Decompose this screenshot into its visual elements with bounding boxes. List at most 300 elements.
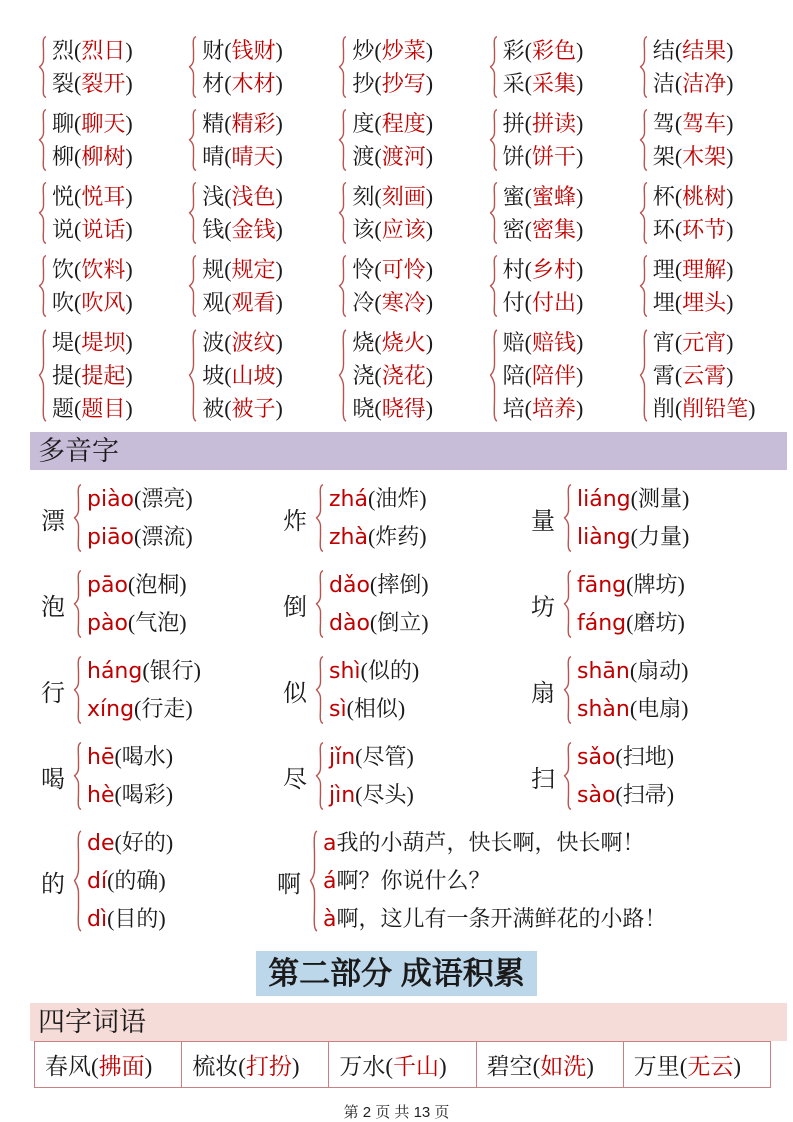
- duoyin-base-char: 似: [283, 680, 307, 707]
- duoyin-readings: [87, 738, 173, 814]
- close-paren: ): [125, 38, 133, 63]
- char-pair-line: [503, 140, 584, 173]
- duoyin-base-char: 泡: [41, 594, 65, 621]
- char-pairs-row: [36, 180, 787, 246]
- pair-char: 杯: [652, 184, 675, 209]
- open-paren: (: [524, 363, 532, 388]
- left-brace-icon: [313, 484, 326, 552]
- char-pair-line: [352, 286, 433, 319]
- char-pair-line: [352, 140, 433, 173]
- reading-text: (目的): [107, 906, 166, 931]
- pair-char: 削: [652, 396, 675, 421]
- duoyinzi-row: [40, 566, 793, 642]
- left-brace-icon: [561, 742, 574, 810]
- pinyin-text: fāng: [577, 573, 627, 598]
- duoyin-group: [530, 738, 793, 814]
- close-paren: ): [275, 38, 283, 63]
- pair-word: 晓得: [381, 396, 426, 421]
- duoyin-reading: [577, 518, 689, 556]
- pair-char: 渡: [352, 144, 375, 169]
- close-paren: ): [425, 184, 434, 209]
- reading-text: (行走): [134, 696, 193, 721]
- reading-text: (似的): [360, 658, 420, 683]
- left-brace-icon: [186, 255, 199, 317]
- char-pair-line: [202, 392, 283, 425]
- close-paren: ): [575, 111, 584, 136]
- close-paren: ): [275, 396, 283, 421]
- left-brace-icon: [313, 742, 326, 810]
- pair-word: 拼读: [531, 111, 576, 136]
- close-paren: ): [275, 290, 283, 315]
- duoyinzi-row: [40, 824, 793, 938]
- left-brace-icon: [561, 570, 574, 638]
- close-paren: ): [575, 217, 584, 242]
- char-pair-group: [336, 107, 486, 173]
- pair-word: 蜜蜂: [531, 184, 576, 209]
- open-paren: (: [224, 111, 232, 136]
- pair-char: 吹: [52, 290, 75, 315]
- duoyin-reading: [87, 738, 173, 776]
- left-brace-icon: [307, 830, 320, 932]
- char-pair-lines: [352, 180, 433, 246]
- pair-char: 饼: [502, 144, 525, 169]
- pair-word: 密集: [531, 217, 576, 242]
- duoyin-base-char: 啊: [277, 871, 301, 898]
- duoyin-group: [282, 480, 530, 556]
- duoyin-reading: [577, 690, 689, 728]
- close-paren: ): [733, 1054, 742, 1079]
- left-brace-icon: [186, 182, 199, 244]
- char-pair-group: [36, 180, 186, 246]
- char-pair-line: [352, 253, 433, 286]
- open-paren: (: [74, 217, 82, 242]
- pair-word: 饼干: [531, 144, 576, 169]
- idiom-head: 万里: [633, 1054, 680, 1079]
- duoyin-group: [40, 480, 282, 556]
- char-pair-group: [186, 326, 336, 425]
- pair-char: 钱: [202, 217, 225, 242]
- char-pair-line: [202, 253, 283, 286]
- close-paren: ): [575, 363, 584, 388]
- open-paren: (: [224, 71, 232, 96]
- close-paren: ): [275, 144, 283, 169]
- duoyinzi-row: [40, 480, 793, 556]
- close-paren: ): [726, 290, 734, 315]
- left-brace-icon: [71, 742, 84, 810]
- duoyin-group: [40, 824, 276, 938]
- pinyin-text: à: [323, 907, 337, 932]
- char-pair-group: [637, 34, 787, 100]
- open-paren: (: [674, 396, 683, 421]
- pair-char: 密: [502, 217, 525, 242]
- char-pair-line: [352, 213, 433, 246]
- pair-word: 削铅笔: [682, 396, 749, 421]
- idioms-table: [34, 1041, 771, 1088]
- pair-char: 拼: [502, 111, 525, 136]
- duoyin-group: [282, 738, 530, 814]
- open-paren: (: [524, 184, 532, 209]
- open-paren: (: [74, 184, 82, 209]
- duoyin-reading: [577, 604, 685, 642]
- idioms-row: [35, 1042, 771, 1088]
- pair-char: 彩: [502, 38, 525, 63]
- open-paren: (: [674, 257, 683, 282]
- char-pair-line: [202, 34, 283, 67]
- char-pair-group: [637, 326, 787, 425]
- sizi-ciyu-header: 四字词语: [30, 1003, 787, 1041]
- pair-char: 财: [202, 38, 225, 63]
- char-pair-group: [487, 326, 637, 425]
- pair-char: 度: [352, 111, 375, 136]
- open-paren: (: [524, 257, 532, 282]
- pair-char: 烈: [52, 38, 75, 63]
- open-paren: (: [524, 71, 532, 96]
- open-paren: (: [674, 144, 683, 169]
- left-brace-icon: [186, 109, 199, 171]
- close-paren: ): [275, 330, 283, 355]
- duoyinzi-header: 多音字: [30, 432, 787, 470]
- pair-char: 培: [502, 396, 525, 421]
- close-paren: ): [425, 290, 434, 315]
- pair-word: 应该: [381, 217, 426, 242]
- duoyin-group: [530, 480, 793, 556]
- char-pairs-row: [36, 107, 787, 173]
- pair-char: 提: [52, 363, 75, 388]
- char-pair-lines: [352, 326, 433, 425]
- pair-word: 聊天: [81, 111, 126, 136]
- left-brace-icon: [561, 484, 574, 552]
- reading-text: (尽头): [355, 782, 414, 807]
- pinyin-text: piào: [87, 487, 135, 512]
- pair-word: 题目: [81, 396, 126, 421]
- char-pair-line: [52, 392, 133, 425]
- open-paren: (: [674, 111, 683, 136]
- char-pair-line: [352, 326, 433, 359]
- char-pair-line: [503, 359, 584, 392]
- duoyinzi-row: [40, 652, 793, 728]
- open-paren: (: [374, 111, 382, 136]
- idiom-word: 拂面: [98, 1054, 145, 1079]
- pinyin-text: hē: [87, 745, 115, 770]
- left-brace-icon: [336, 109, 349, 171]
- close-paren: ): [726, 217, 734, 242]
- char-pair-line: [653, 34, 734, 67]
- close-paren: ): [275, 257, 283, 282]
- open-paren: (: [74, 396, 82, 421]
- pair-word: 波纹: [231, 330, 276, 355]
- open-paren: (: [74, 330, 82, 355]
- char-pair-lines: [202, 326, 283, 425]
- open-paren: (: [374, 38, 382, 63]
- duoyinzi-section: [0, 480, 793, 938]
- reading-text: (银行): [142, 658, 201, 683]
- char-pair-line: [202, 67, 283, 100]
- left-brace-icon: [336, 329, 349, 422]
- char-pair-line: [202, 140, 283, 173]
- pinyin-text: dí: [87, 869, 108, 894]
- duoyin-reading: [87, 652, 201, 690]
- pair-char: 裂: [52, 71, 75, 96]
- duoyin-group: [530, 566, 793, 642]
- pair-word: 元宵: [682, 330, 727, 355]
- char-pair-lines: [503, 34, 584, 100]
- open-paren: (: [674, 217, 683, 242]
- close-paren: ): [575, 290, 584, 315]
- pair-word: 炒菜: [381, 38, 426, 63]
- pair-word: 烧火: [381, 330, 426, 355]
- open-paren: (: [524, 290, 532, 315]
- pair-char: 晓: [352, 396, 375, 421]
- left-brace-icon: [637, 36, 650, 98]
- char-pair-group: [186, 180, 336, 246]
- close-paren: ): [425, 111, 434, 136]
- idiom-cell: [476, 1042, 623, 1088]
- duoyin-readings: [329, 738, 414, 814]
- char-pair-lines: [352, 107, 433, 173]
- left-brace-icon: [71, 656, 84, 724]
- part2-title-wrap: [0, 948, 793, 993]
- pair-char: 悦: [52, 184, 75, 209]
- close-paren: ): [726, 257, 734, 282]
- open-paren: (: [224, 396, 232, 421]
- char-pair-group: [487, 107, 637, 173]
- close-paren: ): [125, 257, 133, 282]
- open-paren: (: [374, 363, 382, 388]
- close-paren: ): [275, 111, 283, 136]
- reading-text: (泡桐): [127, 572, 187, 597]
- open-paren: (: [524, 217, 532, 242]
- pair-char: 柳: [52, 144, 75, 169]
- char-pair-line: [52, 180, 133, 213]
- open-paren: (: [74, 290, 82, 315]
- char-pair-line: [52, 359, 133, 392]
- char-pair-group: [186, 107, 336, 173]
- pair-word: 刻画: [381, 184, 426, 209]
- pinyin-text: dǎo: [329, 573, 370, 598]
- duoyin-base-char: 漂: [41, 508, 65, 535]
- pair-char: 晴: [202, 144, 225, 169]
- left-brace-icon: [36, 109, 49, 171]
- char-pair-lines: [503, 326, 584, 425]
- duoyin-reading: [329, 690, 419, 728]
- pair-char: 浅: [202, 184, 225, 209]
- pinyin-text: liáng: [577, 487, 631, 512]
- duoyin-group: [530, 652, 793, 728]
- char-pair-line: [352, 34, 433, 67]
- open-paren: (: [532, 1054, 541, 1079]
- pinyin-text: á: [323, 869, 337, 894]
- duoyin-reading: [87, 900, 173, 938]
- reading-text: (气泡): [127, 610, 187, 635]
- char-pair-line: [653, 180, 734, 213]
- char-pair-line: [202, 359, 283, 392]
- pinyin-text: shān: [577, 659, 630, 684]
- duoyin-reading: [329, 776, 414, 814]
- char-pair-lines: [653, 180, 734, 246]
- close-paren: ): [144, 1054, 153, 1079]
- char-pair-lines: [52, 107, 133, 173]
- char-pair-line: [202, 107, 283, 140]
- pair-word: 环节: [682, 217, 727, 242]
- char-pair-group: [336, 326, 486, 425]
- pair-word: 柳树: [81, 144, 126, 169]
- pair-char: 驾: [652, 111, 675, 136]
- pair-char: 坡: [202, 363, 225, 388]
- open-paren: (: [74, 111, 82, 136]
- reading-text: 啊？你说什么？: [336, 868, 491, 893]
- duoyin-base-char: 量: [531, 508, 555, 535]
- open-paren: (: [674, 38, 683, 63]
- pair-char: 抄: [352, 71, 375, 96]
- close-paren: ): [575, 257, 584, 282]
- pair-char: 炒: [352, 38, 375, 63]
- close-paren: ): [575, 71, 584, 96]
- pair-char: 冷: [352, 290, 375, 315]
- duoyin-readings: [329, 652, 419, 728]
- reading-text: (磨坊): [626, 610, 685, 635]
- duoyin-reading: [87, 604, 187, 642]
- pair-char: 刻: [352, 184, 375, 209]
- pair-word: 堤坝: [81, 330, 126, 355]
- pair-word: 饮料: [81, 257, 126, 282]
- pair-word: 抄写: [381, 71, 426, 96]
- pair-word: 程度: [381, 111, 426, 136]
- left-brace-icon: [36, 182, 49, 244]
- close-paren: ): [425, 396, 434, 421]
- pinyin-text: sì: [329, 697, 347, 722]
- duoyin-reading: [577, 480, 689, 518]
- open-paren: (: [385, 1054, 394, 1079]
- reading-text: (倒立): [369, 610, 429, 635]
- open-paren: (: [374, 396, 382, 421]
- open-paren: (: [238, 1054, 246, 1079]
- char-pair-line: [653, 67, 734, 100]
- pair-word: 观看: [231, 290, 276, 315]
- close-paren: ): [575, 330, 584, 355]
- pair-char: 波: [202, 330, 225, 355]
- duoyin-base-char: 炸: [283, 508, 307, 535]
- pair-word: 烈日: [81, 38, 126, 63]
- pair-char: 堤: [52, 330, 75, 355]
- open-paren: (: [524, 111, 532, 136]
- duoyin-readings: [577, 738, 674, 814]
- char-pair-line: [503, 253, 584, 286]
- char-pairs-row: [36, 326, 787, 425]
- duoyin-base-char: 扇: [531, 680, 555, 707]
- pinyin-text: hè: [87, 783, 115, 808]
- reading-text: (漂亮): [134, 486, 193, 511]
- duoyin-group: [282, 652, 530, 728]
- open-paren: (: [374, 184, 382, 209]
- open-paren: (: [224, 184, 232, 209]
- open-paren: (: [674, 71, 683, 96]
- close-paren: ): [726, 71, 734, 96]
- duoyin-readings: [87, 566, 187, 642]
- pair-word: 云霄: [682, 363, 727, 388]
- pinyin-text: shàn: [577, 697, 630, 722]
- duoyin-group: [282, 566, 530, 642]
- close-paren: ): [125, 330, 133, 355]
- pinyin-text: pào: [87, 611, 128, 636]
- char-pair-group: [186, 34, 336, 100]
- char-pair-line: [653, 286, 734, 319]
- left-brace-icon: [637, 182, 650, 244]
- duoyin-base-char: 尽: [283, 766, 307, 793]
- open-paren: (: [524, 38, 532, 63]
- pair-char: 环: [652, 217, 675, 242]
- pair-char: 架: [652, 144, 675, 169]
- close-paren: ): [125, 290, 133, 315]
- char-pairs-row: [36, 253, 787, 319]
- char-pair-group: [637, 253, 787, 319]
- char-pair-lines: [202, 180, 283, 246]
- char-pair-group: [336, 180, 486, 246]
- pair-word: 木架: [682, 144, 727, 169]
- open-paren: (: [224, 144, 232, 169]
- reading-text: (的确): [107, 868, 166, 893]
- char-pair-group: [487, 253, 637, 319]
- open-paren: (: [224, 257, 232, 282]
- duoyin-group: [40, 566, 282, 642]
- pinyin-text: dào: [329, 611, 370, 636]
- close-paren: ): [748, 396, 756, 421]
- pair-char: 采: [502, 71, 525, 96]
- char-pair-line: [202, 213, 283, 246]
- duoyin-reading: [87, 480, 193, 518]
- open-paren: (: [74, 71, 82, 96]
- pair-word: 桃树: [682, 184, 727, 209]
- char-pair-group: [36, 326, 186, 425]
- idiom-cell: [329, 1042, 476, 1088]
- left-brace-icon: [71, 484, 84, 552]
- char-pair-line: [653, 326, 756, 359]
- duoyin-readings: [329, 480, 427, 556]
- duoyin-reading: [87, 518, 193, 556]
- left-brace-icon: [71, 830, 84, 932]
- pair-word: 吹风: [81, 290, 126, 315]
- close-paren: ): [575, 38, 584, 63]
- pair-word: 培养: [531, 396, 576, 421]
- duoyin-readings: [87, 824, 173, 938]
- duoyin-base-char: 坊: [531, 594, 555, 621]
- idiom-head: 万水: [339, 1054, 386, 1079]
- reading-text: (电扇): [629, 696, 689, 721]
- pair-word: 结果: [682, 38, 727, 63]
- open-paren: (: [74, 363, 82, 388]
- open-paren: (: [224, 330, 232, 355]
- pinyin-text: sǎo: [577, 745, 616, 770]
- pinyin-text: háng: [87, 659, 143, 684]
- pair-word: 乡村: [531, 257, 576, 282]
- open-paren: (: [524, 396, 532, 421]
- duoyin-reading: [323, 862, 667, 900]
- close-paren: ): [586, 1054, 594, 1079]
- pair-char: 观: [202, 290, 225, 315]
- open-paren: (: [674, 290, 683, 315]
- idiom-word: 无云: [687, 1054, 734, 1079]
- char-pair-lines: [202, 34, 283, 100]
- pair-char: 村: [502, 257, 525, 282]
- pair-word: 采集: [531, 71, 576, 96]
- close-paren: ): [125, 144, 133, 169]
- idiom-head: 梳妆: [192, 1054, 239, 1079]
- char-pair-lines: [202, 107, 283, 173]
- close-paren: ): [125, 396, 133, 421]
- char-pair-lines: [52, 326, 133, 425]
- pair-word: 赔钱: [531, 330, 576, 355]
- reading-text: (力量): [630, 524, 690, 549]
- open-paren: (: [374, 257, 382, 282]
